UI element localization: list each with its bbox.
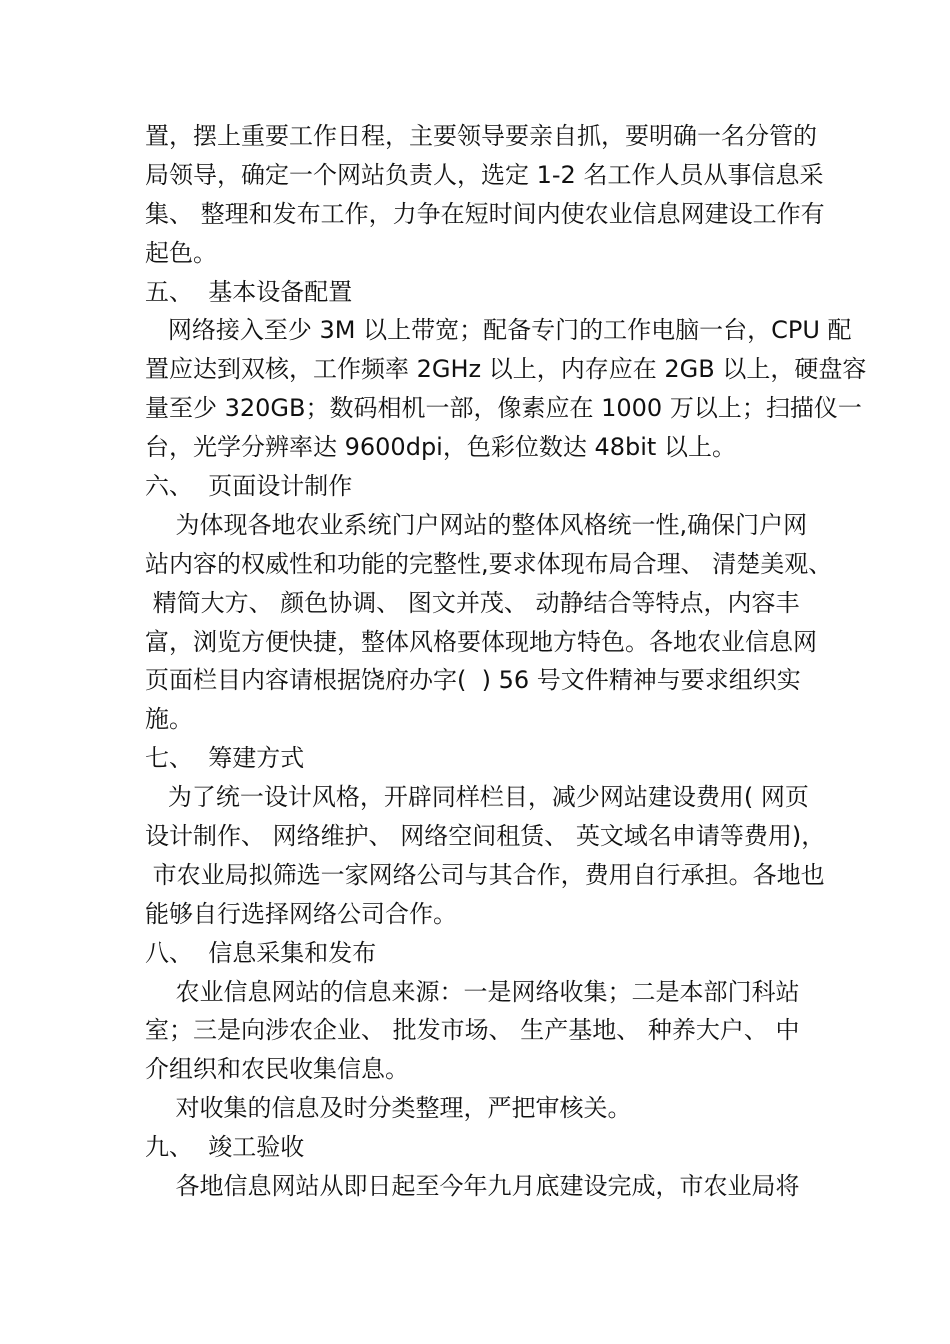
paragraph-line: 设计制作、 网络维护、 网络空间租赁、 英文域名申请等费用)， bbox=[145, 822, 826, 851]
paragraph-line: 集、 整理和发布工作，力争在短时间内使农业信息网建设工作有 bbox=[145, 199, 825, 228]
section-heading-7: 七、 筹建方式 bbox=[145, 744, 305, 773]
paragraph-line: 富，浏览方便快捷，整体风格要体现地方特色。各地农业信息网 bbox=[145, 627, 817, 656]
section-heading-5: 五、 基本设备配置 bbox=[145, 277, 353, 306]
paragraph-line: 页面栏目内容请根据饶府办字( ) 56 号文件精神与要求组织实 bbox=[145, 666, 801, 695]
paragraph-line: 能够自行选择网络公司合作。 bbox=[145, 899, 457, 928]
paragraph-line: 施。 bbox=[145, 705, 193, 734]
paragraph-line: 置应达到双核，工作频率 2GHz 以上，内存应在 2GB 以上，硬盘容 bbox=[145, 355, 867, 384]
section-heading-6: 六、 页面设计制作 bbox=[145, 472, 353, 501]
paragraph-line: 站内容的权威性和功能的完整性,要求体现布局合理、 清楚美观、 bbox=[145, 549, 833, 578]
paragraph-line: 起色。 bbox=[145, 238, 217, 267]
paragraph-line: 量至少 320GB；数码相机一部，像素应在 1000 万以上；扫描仪一 bbox=[145, 394, 862, 423]
paragraph-line: 台，光学分辨率达 9600dpi，色彩位数达 48bit 以上。 bbox=[145, 433, 736, 462]
section-heading-9: 九、 竣工验收 bbox=[145, 1133, 305, 1162]
paragraph-line: 精简大方、 颜色协调、 图文并茂、 动静结合等特点，内容丰 bbox=[145, 588, 800, 617]
paragraph-line: 农业信息网站的信息来源：一是网络收集；二是本部门科站 bbox=[145, 977, 800, 1006]
paragraph-line: 局领导，确定一个网站负责人，选定 1-2 名工作人员从事信息采 bbox=[145, 160, 824, 189]
section-heading-8: 八、 信息采集和发布 bbox=[145, 938, 377, 967]
paragraph-line: 各地信息网站从即日起至今年九月底建设完成，市农业局将 bbox=[145, 1172, 800, 1201]
paragraph-line: 介组织和农民收集信息。 bbox=[145, 1055, 409, 1084]
paragraph-line: 网络接入至少 3M 以上带宽；配备专门的工作电脑一台，CPU 配 bbox=[145, 316, 852, 345]
paragraph-line: 为体现各地农业系统门户网站的整体风格统一性,确保门户网 bbox=[145, 510, 808, 539]
paragraph-line: 市农业局拟筛选一家网络公司与其合作，费用自行承担。各地也 bbox=[145, 860, 825, 889]
paragraph-line: 为了统一设计风格，开辟同样栏目，减少网站建设费用( 网页 bbox=[145, 783, 809, 812]
paragraph-line: 对收集的信息及时分类整理，严把审核关。 bbox=[145, 1094, 632, 1123]
document-body bbox=[145, 117, 867, 1206]
paragraph-line: 室；三是向涉农企业、 批发市场、 生产基地、 种养大户、 中 bbox=[145, 1016, 800, 1045]
paragraph-line: 置，摆上重要工作日程，主要领导要亲自抓，要明确一名分管的 bbox=[145, 122, 817, 150]
